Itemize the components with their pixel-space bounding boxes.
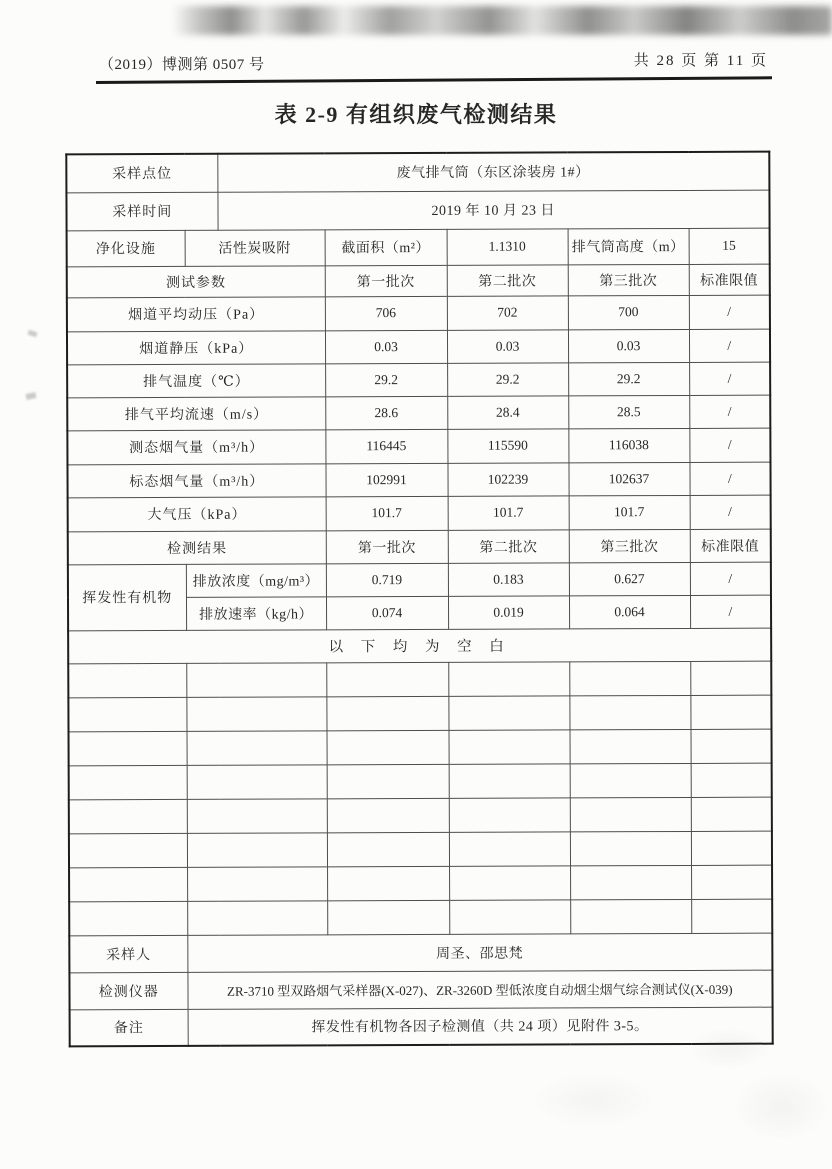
empty-cell (69, 731, 187, 765)
param-value-batch3: 29.2 (568, 362, 689, 395)
empty-cell (690, 695, 771, 729)
empty-cell (691, 729, 772, 763)
param-value-batch3: 101.7 (569, 495, 690, 529)
empty-row (69, 797, 772, 834)
empty-cell (69, 765, 187, 799)
purification-label: 净化设施 (67, 230, 185, 266)
voc-row (68, 562, 771, 598)
param-row (67, 329, 770, 365)
empty-cell (449, 797, 570, 831)
batch2-header: 第二批次 (447, 264, 568, 295)
empty-cell (327, 900, 449, 934)
param-value-batch1: 706 (325, 296, 447, 330)
param-label: 测态烟气量（m³/h） (67, 429, 325, 464)
empty-row (68, 661, 771, 698)
voc-row-label: 排放速率（kg/h） (186, 596, 326, 630)
empty-cell (691, 797, 772, 831)
param-row (68, 495, 771, 532)
sampling-time-value: 2019 年 10 月 23 日 (217, 190, 769, 230)
sampling-time-label: 采样时间 (66, 192, 217, 231)
param-row (67, 395, 770, 431)
empty-cell (68, 697, 186, 731)
param-value-batch2: 115590 (447, 428, 568, 462)
empty-cell (570, 831, 691, 865)
empty-cell (569, 661, 690, 695)
empty-cell (187, 832, 327, 867)
scan-artifact-top-band (172, 6, 832, 35)
empty-cell (327, 866, 449, 900)
empty-cell (68, 663, 186, 697)
empty-cell (570, 763, 691, 797)
param-value-batch3: 102637 (568, 462, 689, 495)
empty-cell (187, 866, 327, 901)
empty-cell (69, 867, 187, 901)
param-value-batch2: 0.03 (447, 329, 568, 362)
empty-cell (326, 662, 448, 696)
purification-method: 活性炭吸附 (185, 229, 325, 266)
batch3-header: 第三批次 (568, 264, 689, 295)
param-value-batch2: 29.2 (447, 362, 568, 395)
param-row (67, 295, 770, 332)
empty-cell (69, 901, 187, 935)
empty-row (69, 729, 772, 766)
param-limit: / (689, 395, 770, 428)
empty-row (69, 763, 772, 800)
limit-header: 标准限值 (689, 264, 770, 295)
empty-cell (691, 763, 772, 797)
scan-speck (25, 392, 36, 400)
param-value-batch1: 101.7 (326, 496, 448, 530)
voc-value-batch3: 0.064 (569, 595, 690, 628)
table-row (66, 152, 769, 193)
sampler-value: 周圣、邵思梵 (187, 933, 772, 972)
footer-row (69, 970, 772, 1010)
empty-cell (449, 831, 570, 865)
empty-row (68, 695, 771, 732)
empty-cell (570, 865, 691, 899)
param-value-batch3: 700 (568, 295, 689, 329)
empty-cell (569, 695, 690, 729)
param-limit: / (689, 462, 770, 495)
batch1-header: 第一批次 (326, 530, 448, 563)
empty-cell (570, 899, 691, 933)
table-header-row (68, 529, 771, 565)
param-row (67, 428, 770, 465)
batch2-header: 第二批次 (448, 529, 569, 562)
param-value-batch1: 102991 (325, 463, 447, 496)
param-value-batch2: 702 (447, 295, 568, 329)
empty-cell (187, 730, 327, 765)
page-title: 表 2-9 有组织废气检测结果 (274, 102, 558, 127)
param-value-batch2: 102239 (447, 462, 568, 495)
voc-value-batch2: 0.183 (448, 562, 569, 595)
empty-cell (691, 899, 772, 933)
blank-note: 以 下 均 为 空 白 (68, 628, 771, 664)
empty-cell (327, 764, 449, 798)
voc-value-batch3: 0.627 (569, 562, 690, 595)
empty-row (69, 865, 772, 902)
footer-row (69, 933, 772, 973)
param-row (67, 362, 770, 398)
empty-cell (449, 899, 570, 933)
empty-cell (327, 832, 449, 866)
empty-row (69, 899, 772, 936)
empty-cell (327, 798, 449, 832)
empty-cell (69, 799, 187, 833)
voc-value-batch2: 0.019 (448, 595, 569, 628)
param-header-label: 测试参数 (67, 265, 325, 297)
param-limit: / (690, 495, 771, 529)
stack-height-value: 15 (689, 228, 770, 264)
page-indicator: 共 28 页 第 11 页 (633, 53, 768, 69)
cross-section-label: 截面积（m²） (325, 229, 447, 265)
param-limit: / (689, 295, 770, 329)
empty-cell (570, 729, 691, 763)
sampler-label: 采样人 (69, 935, 187, 972)
voc-group-label: 挥发性有机物 (68, 564, 186, 630)
footer-row (70, 1007, 773, 1047)
remark-label: 备注 (70, 1009, 188, 1046)
empty-cell (570, 797, 691, 831)
param-limit: / (689, 329, 770, 362)
empty-cell (187, 900, 327, 935)
empty-cell (449, 763, 570, 797)
param-value-batch1: 0.03 (325, 330, 447, 363)
batch3-header: 第三批次 (569, 529, 690, 562)
empty-cell (691, 831, 772, 865)
param-value-batch1: 116445 (325, 429, 447, 463)
voc-row-label: 排放浓度（mg/m³） (186, 563, 326, 597)
param-label: 烟道平均动压（Pa） (67, 296, 325, 331)
param-label: 烟道静压（kPa） (67, 330, 325, 364)
voc-value-batch1: 0.719 (326, 563, 448, 596)
table-header-row (67, 264, 770, 298)
sampling-point-value: 废气排气筒（东区涂装房 1#） (217, 152, 769, 192)
param-limit: / (689, 428, 770, 462)
empty-cell (690, 661, 771, 695)
param-value-batch1: 29.2 (325, 363, 447, 396)
table-row (66, 190, 769, 231)
table-row (67, 228, 770, 267)
blank-note-row (68, 628, 771, 664)
batch1-header: 第一批次 (325, 265, 447, 296)
empty-cell (186, 696, 326, 731)
empty-row (69, 831, 772, 868)
empty-cell (327, 730, 449, 764)
voc-value-batch1: 0.074 (326, 596, 448, 629)
empty-cell (449, 865, 570, 899)
empty-cell (691, 865, 772, 899)
instrument-label: 检测仪器 (69, 972, 187, 1009)
remark-value: 挥发性有机物各因子检测值（共 24 项）见附件 3-5。 (188, 1007, 773, 1046)
param-label: 排气温度（℃） (67, 363, 325, 397)
param-value-batch3: 0.03 (568, 329, 689, 362)
empty-cell (187, 798, 327, 833)
empty-cell (187, 764, 327, 799)
scan-speck (27, 330, 37, 338)
header-rule (96, 76, 772, 84)
empty-cell (449, 729, 570, 763)
result-header-label: 检测结果 (68, 530, 326, 564)
results-table (65, 151, 773, 1048)
param-value-batch3: 28.5 (568, 395, 689, 428)
report-number: （2019）博测第 0507 号 (99, 57, 265, 73)
instrument-value: ZR-3710 型双路烟气采样器(X-027)、ZR-3260D 型低浓度自动烟尘烟气综合测试仪(X-039) (187, 970, 772, 1009)
empty-cell (186, 662, 326, 697)
empty-cell (448, 661, 569, 695)
empty-cell (326, 696, 448, 730)
stack-height-label: 排气筒高度（m） (568, 228, 689, 264)
voc-limit: / (690, 595, 771, 628)
limit-header: 标准限值 (690, 529, 771, 562)
param-row (67, 462, 770, 498)
param-label: 排气平均流速（m/s） (67, 396, 325, 430)
param-label: 大气压（kPa） (68, 496, 326, 531)
param-label: 标态烟气量（m³/h） (67, 463, 325, 497)
param-value-batch2: 101.7 (448, 495, 569, 529)
cross-section-value: 1.1310 (447, 228, 568, 264)
param-value-batch1: 28.6 (325, 396, 447, 429)
voc-limit: / (690, 562, 771, 595)
empty-cell (448, 695, 569, 729)
empty-cell (69, 833, 187, 867)
param-limit: / (689, 362, 770, 395)
param-value-batch3: 116038 (568, 428, 689, 462)
param-value-batch2: 28.4 (447, 395, 568, 428)
sampling-point-label: 采样点位 (66, 154, 217, 193)
